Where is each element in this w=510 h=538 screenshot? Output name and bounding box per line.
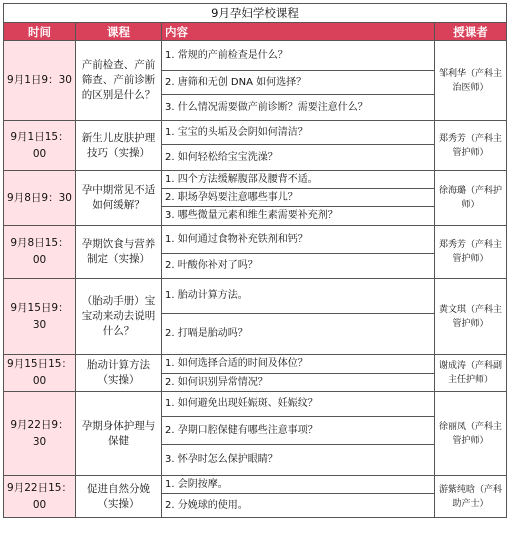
session-content-item: 1. 常规的产前检查是什么？ xyxy=(162,41,435,71)
session-time: 9月8日9：30 xyxy=(4,171,76,226)
session-content-item: 1. 四个方法缓解腹部及腰背不适。 xyxy=(162,171,435,189)
session-content-item: 2. 分娩球的使用。 xyxy=(162,494,435,518)
session-course: 孕中期常见不适如何缓解？ xyxy=(76,171,162,226)
session-content-item: 3. 怀孕时怎么保护眼睛？ xyxy=(162,445,435,476)
table-row xyxy=(4,476,507,494)
session-teacher: 谢成涛（产科副主任护师） xyxy=(435,355,507,392)
table-row xyxy=(4,226,507,254)
schedule-table xyxy=(3,3,507,518)
session-course: 新生儿皮肤护理技巧（实操） xyxy=(76,121,162,171)
session-course: 产前检查、产前筛查、产前诊断的区别是什么？ xyxy=(76,41,162,121)
table-title: 9月孕妇学校课程 xyxy=(4,4,507,23)
session-time: 9月1日15：00 xyxy=(4,121,76,171)
session-content-item: 2. 职场孕妈要注意哪些事儿？ xyxy=(162,189,435,207)
session-teacher: 邹利华（产科主治医师） xyxy=(435,41,507,121)
session-content-item: 1. 胎动计算方法。 xyxy=(162,279,435,314)
header-content: 内容 xyxy=(162,23,435,41)
header-row xyxy=(4,23,507,41)
session-course: （胎动手册）宝宝动来动去说明什么？ xyxy=(76,279,162,355)
header-teacher: 授课者 xyxy=(435,23,507,41)
session-content-item: 1. 会阴按摩。 xyxy=(162,476,435,494)
session-content-item: 1. 如何选择合适的时间及体位？ xyxy=(162,355,435,374)
session-content-item: 2. 打嗝是胎动吗？ xyxy=(162,314,435,355)
session-teacher: 黄文琪（产科主管护师） xyxy=(435,279,507,355)
session-teacher: 游紫纯晗（产科助产士） xyxy=(435,476,507,518)
session-teacher: 郑秀芳（产科主管护师） xyxy=(435,121,507,171)
table-row xyxy=(4,121,507,145)
session-content-item: 1. 如何通过食物补充铁剂和钙？ xyxy=(162,226,435,254)
session-content-item: 3. 哪些微量元素和维生素需要补充剂？ xyxy=(162,207,435,226)
table-row xyxy=(4,279,507,314)
session-time: 9月15日15：00 xyxy=(4,355,76,392)
session-content-item: 1. 如何避免出现妊娠斑、妊娠纹？ xyxy=(162,392,435,417)
header-time: 时间 xyxy=(4,23,76,41)
session-time: 9月1日9：30 xyxy=(4,41,76,121)
table-row xyxy=(4,41,507,71)
session-teacher: 徐丽凤（产科主管护师） xyxy=(435,392,507,476)
table-row xyxy=(4,392,507,417)
session-time: 9月22日9：30 xyxy=(4,392,76,476)
table-row xyxy=(4,355,507,374)
session-content-item: 2. 如何识别异常情况？ xyxy=(162,374,435,392)
session-time: 9月8日15：00 xyxy=(4,226,76,279)
session-content-item: 3. 什么情况需要做产前诊断？需要注意什么？ xyxy=(162,95,435,121)
session-course: 孕期身体护理与保健 xyxy=(76,392,162,476)
session-course: 促进自然分娩（实操） xyxy=(76,476,162,518)
table-row xyxy=(4,171,507,189)
session-content-item: 2. 孕期口腔保健有哪些注意事项？ xyxy=(162,417,435,445)
session-content-item: 1. 宝宝的头垢及会阴如何清洁？ xyxy=(162,121,435,145)
session-time: 9月22日15：00 xyxy=(4,476,76,518)
header-course: 课程 xyxy=(76,23,162,41)
session-course: 胎动计算方法（实操） xyxy=(76,355,162,392)
schedule-document xyxy=(3,3,506,518)
session-content-item: 2. 叶酸你补对了吗？ xyxy=(162,254,435,279)
session-content-item: 2. 如何轻松给宝宝洗澡？ xyxy=(162,145,435,171)
session-content-item: 2. 唐筛和无创 DNA 如何选择？ xyxy=(162,71,435,95)
session-course: 孕期饮食与营养制定（实操） xyxy=(76,226,162,279)
title-row xyxy=(4,4,507,23)
session-teacher: 徐海璐（产科护师） xyxy=(435,171,507,226)
session-teacher: 郑秀芳（产科主管护师） xyxy=(435,226,507,279)
session-time: 9月15日9：30 xyxy=(4,279,76,355)
